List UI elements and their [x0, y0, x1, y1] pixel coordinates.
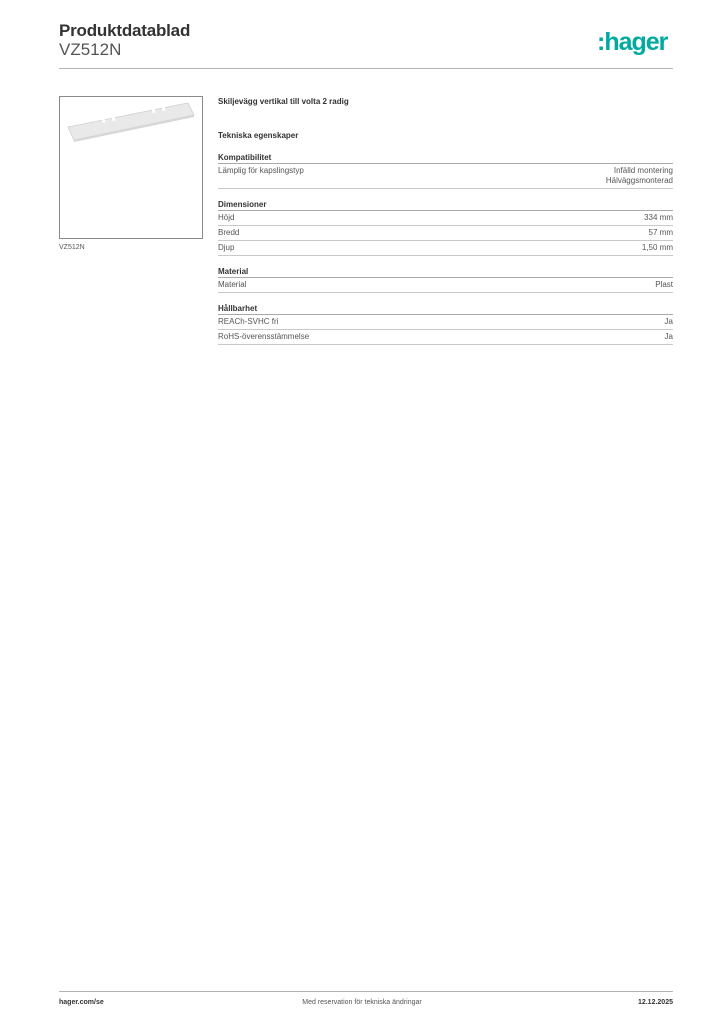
spec-value-line: Ja — [664, 332, 673, 341]
divider-plate-illustration — [60, 97, 202, 238]
footer-date: 12.12.2025 — [637, 999, 673, 1006]
spec-label: Bredd — [218, 228, 240, 237]
spec-value-line: Hälväggsmonterad — [605, 176, 673, 185]
spec-label: RoHS-överensstämmelse — [218, 332, 310, 341]
product-details — [218, 96, 673, 345]
spec-label: Lämplig för kapslingstyp — [218, 166, 304, 175]
footer-website: hager.com/se — [59, 999, 104, 1006]
image-caption: VZ512N — [59, 244, 85, 251]
spec-sections — [218, 152, 673, 345]
spec-row — [218, 241, 673, 256]
spec-row — [218, 164, 673, 189]
spec-row — [218, 315, 673, 330]
tech-heading: Tekniska egenskaper — [218, 131, 299, 140]
spec-value-line: 1,50 mm — [641, 243, 673, 252]
footer-disclaimer: Med reservation för tekniska ändringar — [302, 999, 422, 1006]
spec-value-line: Plast — [655, 280, 673, 289]
spec-value — [642, 243, 673, 253]
page-title: Produktdatablad — [59, 21, 191, 40]
spec-value — [644, 213, 673, 223]
spec-value — [665, 317, 673, 327]
spec-label: Material — [218, 280, 247, 289]
spec-value — [665, 332, 673, 342]
spec-section — [218, 199, 673, 256]
spec-section — [218, 152, 673, 189]
spec-row — [218, 330, 673, 345]
spec-label: Höjd — [218, 213, 235, 222]
product-image — [59, 96, 203, 239]
spec-value — [606, 166, 673, 186]
logo-text: :hager — [597, 28, 668, 56]
section-title: Material — [218, 266, 673, 278]
spec-section — [218, 303, 673, 345]
section-title: Dimensioner — [218, 199, 673, 211]
spec-value — [649, 228, 673, 238]
spec-value-line: 334 mm — [644, 213, 673, 222]
spec-value-line: Infälld montering — [613, 166, 673, 175]
spec-row — [218, 211, 673, 226]
spec-row — [218, 226, 673, 241]
spec-value-line: Ja — [664, 317, 673, 326]
hager-logo — [597, 27, 677, 57]
product-code: VZ512N — [59, 40, 122, 59]
spec-label: Djup — [218, 243, 235, 252]
spec-value — [655, 280, 673, 290]
spec-value-line: 57 mm — [648, 228, 673, 237]
footer-divider — [59, 991, 673, 992]
section-title: Hållbarhet — [218, 303, 673, 315]
section-title: Kompatibilitet — [218, 152, 673, 164]
header-divider — [59, 68, 673, 69]
spec-section — [218, 266, 673, 293]
spec-label: REACh-SVHC fri — [218, 317, 279, 326]
product-name: Skiljevägg vertikal till volta 2 radig — [218, 97, 349, 106]
spec-row — [218, 278, 673, 293]
